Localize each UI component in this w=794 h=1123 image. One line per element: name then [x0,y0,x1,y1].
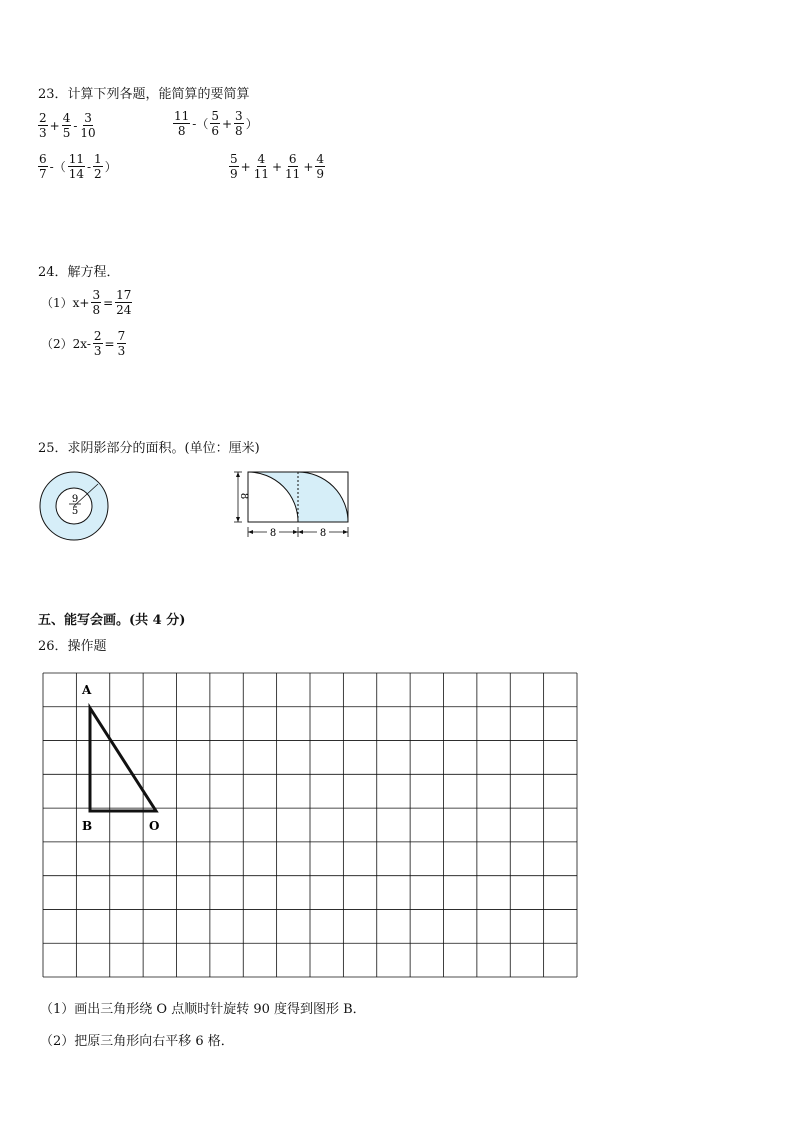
section5-title: 五、能写会画。(共 4 分) [38,613,186,628]
fraction: $\frac{3}{8}$ [235,109,243,138]
q23-expr-4: $\frac{5}{9}$ + $\frac{4}{11}$ + $\frac{6}{11}$ + $\frac{4}{9}$ [230,152,325,181]
shaded-region-right [298,472,348,522]
q25-title: 25．求阴影部分的面积。(单位：厘米) [38,441,260,456]
fraction: $\frac{11}{14}$ [68,152,84,181]
q26-task-1: （1）画出三角形绕 O 点顺时针旋转 90 度得到图形 B． [40,1002,366,1017]
q24-title: 24．解方程． [38,265,120,280]
fraction: $\frac{7}{3}$ [117,329,126,358]
width-label-2: 8 [319,528,327,538]
fraction: $\frac{2}{3}$ [93,329,102,358]
ring-inner-label-numerator: 9 [71,494,79,505]
fraction: $\frac{3}{10}$ [80,111,96,140]
fraction: $\frac{5}{6}$ [211,109,219,138]
vertex-label-o: O [149,819,160,833]
fraction: $\frac{5}{9}$ [230,152,238,181]
fraction: $\frac{4}{11}$ [253,152,269,181]
ring-figure [36,468,112,544]
q23-expr-3: $\frac{6}{7}$ -（ $\frac{11}{14}$ - $\frac{1}{2}$ ） [39,152,117,181]
fraction: $\frac{3}{8}$ [92,288,101,317]
q24-equation-2: （2）2x- $\frac{2}{3}$ = $\frac{7}{3}$ [41,329,126,358]
q23-expr-1: $\frac{2}{3}$ + $\frac{4}{5}$ - $\frac{3}{10}$ [39,111,96,140]
fraction: $\frac{11}{8}$ [174,109,190,138]
height-label: 8 [238,492,249,500]
q23-expr-2: $\frac{11}{8}$ -（ $\frac{5}{6}$ + $\frac{3}{8}$ ） [174,109,258,138]
rect-quarter-figure [228,466,354,538]
q26-task-2: （2）把原三角形向右平移 6 格． [40,1034,234,1049]
grid-figure [42,672,578,978]
shaded-region-left [248,472,298,522]
vertex-label-a: A [82,683,92,697]
q23-title: 23．计算下列各题，能简算的要简算 [38,87,250,102]
fraction: $\frac{6}{11}$ [285,152,301,181]
fraction: $\frac{1}{2}$ [94,152,102,181]
q24-equation-1: （1）x+ $\frac{3}{8}$ = $\frac{17}{24}$ [41,288,132,317]
ring-inner-label-denominator: 5 [71,506,79,517]
q26-title: 26．操作题 [38,639,107,654]
width-label-1: 8 [269,528,277,538]
fraction: $\frac{4}{9}$ [316,152,325,181]
fraction: $\frac{17}{24}$ [116,288,132,317]
fraction: $\frac{2}{3}$ [39,111,47,140]
triangle-abo [90,708,156,811]
fraction: $\frac{4}{5}$ [62,111,71,140]
vertex-label-b: B [82,819,93,833]
fraction: $\frac{6}{7}$ [39,152,47,181]
grid-lines [43,673,577,977]
